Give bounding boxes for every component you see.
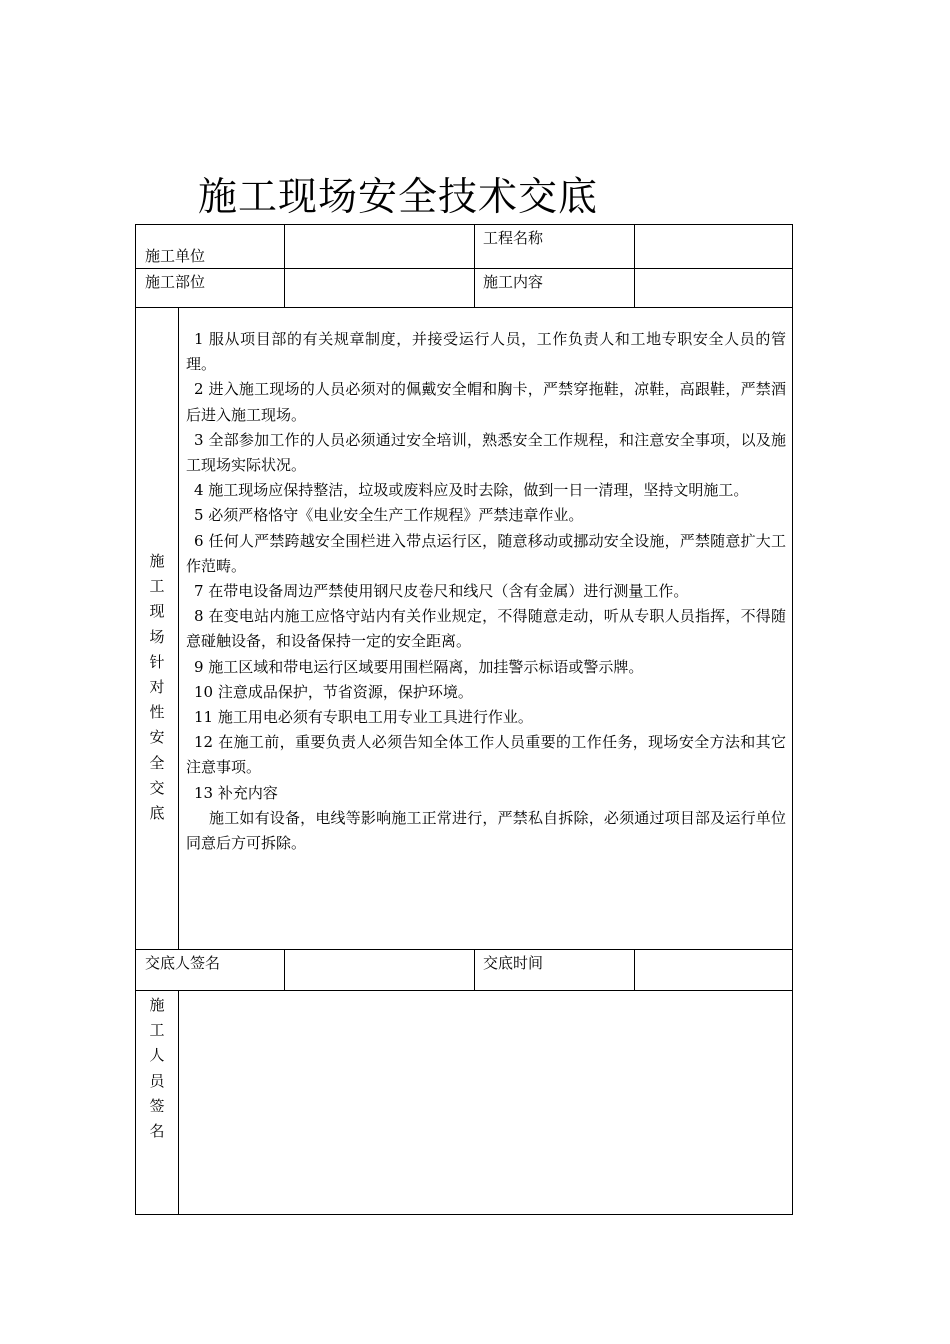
column-divider (474, 225, 475, 307)
briefing-item: 5 必须严格恪守《电业安全生产工作规程》严禁违章作业。 (194, 506, 584, 525)
briefer-signature-label: 交底人签名 (145, 954, 221, 972)
construction-unit-value[interactable] (285, 225, 474, 268)
briefing-item: 7 在带电设备周边严禁使用钢尺皮卷尺和线尺（含有金属）进行测量工作。 (194, 582, 689, 601)
construction-part-label: 施工部位 (145, 273, 206, 291)
safety-briefing-form (135, 224, 793, 1215)
briefing-item: 4 施工现场应保持整洁，垃圾或废料应及时去除，做到一日一清理，坚持文明施工。 (194, 481, 749, 500)
briefing-item: 9 施工区域和带电运行区域要用围栏隔离，加挂警示标语或警示牌。 (194, 657, 644, 676)
project-name-value[interactable] (635, 225, 792, 268)
briefing-item: 1 服从项目部的有关规章制度，并接受运行人员，工作负责人和工地专职安全人员的管理。 (186, 330, 786, 374)
construction-part-value[interactable] (285, 269, 474, 307)
briefing-item: 10 注意成品保护，节省资源，保护环境。 (194, 682, 473, 701)
briefing-item: 6 任何人严禁跨越安全围栏进入带点运行区，随意移动或挪动安全设施，严禁随意扩大工作范畴。 (186, 531, 786, 575)
workers-signature-label: 施 工 人 员 签 名 (149, 996, 165, 1141)
column-divider (178, 307, 179, 949)
briefing-time-value[interactable] (635, 950, 792, 990)
briefing-item: 13 补充内容 (194, 783, 278, 802)
supplementary-content: 施工如有设备，电线等影响施工正常进行，严禁私自拆除，必须通过项目部及运行单位同意后方可拆除。 (186, 808, 786, 853)
project-name-label: 工程名称 (483, 229, 544, 247)
briefing-side-label: 施 工 现 场 针 对 性 安 全 交 底 (149, 552, 165, 823)
document-title: 施工现场安全技术交底 (198, 175, 599, 220)
workers-signature-area[interactable] (179, 991, 792, 1214)
briefing-item: 11 施工用电必须有专职电工用专业工具进行作业。 (194, 708, 533, 727)
column-divider (474, 949, 475, 990)
briefing-item: 3 全部参加工作的人员必须通过安全培训，熟悉安全工作规程，和注意安全事项，以及施工现场实际状况。 (186, 430, 786, 475)
briefing-content (186, 327, 786, 856)
briefer-signature-value[interactable] (285, 950, 474, 990)
briefing-item: 2 进入施工现场的人员必须对的佩戴安全帽和胸卡，严禁穿拖鞋，凉鞋，高跟鞋，严禁酒后进入施工现场。 (186, 380, 786, 424)
row-divider (136, 307, 792, 308)
briefing-time-label: 交底时间 (483, 954, 544, 972)
construction-content-label: 施工内容 (483, 273, 544, 291)
briefing-item: 12 在施工前，重要负责人必须告知全体工作人员重要的工作任务，现场安全方法和其它注意事项。 (186, 733, 786, 777)
construction-unit-label: 施工单位 (145, 247, 206, 265)
briefing-item: 8 在变电站内施工应恪守站内有关作业规定，不得随意走动，听从专职人员指挥，不得随意碰触设备，和设备保持一定的安全距离。 (186, 607, 786, 651)
construction-content-value[interactable] (635, 269, 792, 307)
